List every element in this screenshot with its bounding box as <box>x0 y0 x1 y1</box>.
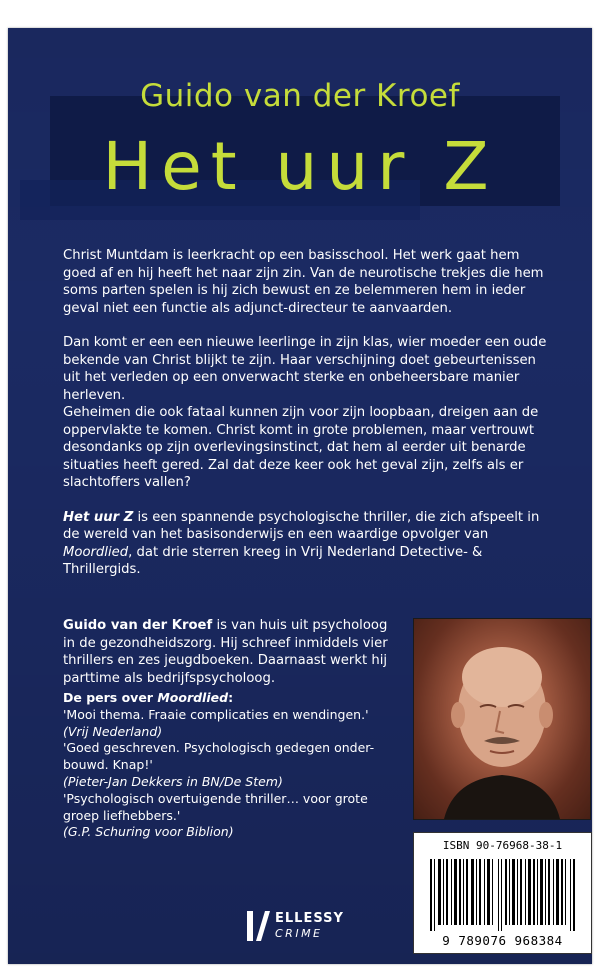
author-portrait-illustration <box>414 619 590 819</box>
press-source-1: (Vrij Nederland) <box>63 723 163 739</box>
press-quote-2a: 'Goed geschreven. Psychologisch gedegen onder- <box>63 740 375 756</box>
publisher-logo-icon <box>245 907 271 943</box>
press-source-3: (G.P. Schuring voor Biblion) <box>63 824 234 840</box>
author-name: Guido van der Kroef <box>140 78 460 114</box>
bio-author-name: Guido van der Kroef <box>63 618 213 633</box>
book-title: Het uur Z <box>102 128 498 205</box>
barcode-icon <box>428 859 578 931</box>
publisher-logo <box>245 905 355 947</box>
press-heading-colon: : <box>228 690 234 705</box>
blurb-text-b: , dat drie sterren kreeg in Vrij Nederland Detective- & Thrillergids. <box>63 544 483 577</box>
blurb-paragraph-2: Dan komt er een een nieuwe leerlinge in zijn klas, wier moeder een oude bekende van Christ blijkt te zijn. Haar verschijning doet gebeurtenissen uit het verleden op een onverwacht sterke en onbeheersbare manier herleven. <box>63 335 547 403</box>
barcode-number: 9 789076 968384 <box>442 933 563 948</box>
publisher-imprint: CRIME <box>275 927 323 940</box>
blurb-paragraph-3: Geheimen die ook fataal kunnen zijn voor zijn loopbaan, dreigen aan de oppervlakte te komen. Christ komt in grote problemen, maar vertrouwt desondanks op zijn overlevingsinstinct, dat hem al eerder uit benarde situaties heeft gered. Zal dat deze keer ook het geval zijn, zelfs als er slachtoffers vallen? <box>63 405 539 490</box>
author-bio <box>63 617 403 687</box>
press-heading-text: De pers over <box>63 690 158 705</box>
publisher-name: ELLESSY <box>275 911 344 926</box>
author-photo <box>413 618 591 820</box>
press-quote-3a: 'Psychologisch overtuigende thriller… voor grote <box>63 790 368 806</box>
bio-text: is van huis uit psycholoog in de gezondheidszorg. Hij schreef inmiddels vier thrillers en zes jeugdboeken. Daarnaast werkt hij parttime als bedrijfspsycholoog. <box>63 618 388 686</box>
press-heading-book: Moordlied <box>157 690 229 705</box>
blurb-title-ref: Het uur Z <box>63 509 134 525</box>
blurb-book-ref: Moordlied <box>63 544 129 560</box>
press-quotes <box>63 690 403 841</box>
press-heading <box>63 690 403 707</box>
isbn-text: ISBN 90-76968-38-1 <box>442 839 563 852</box>
blurb-paragraph-4 <box>63 509 553 579</box>
blurb-text-a: is een spannende psychologische thriller, die zich afspeelt in de wereld van het basisonderwijs en een waardige opvolger van <box>63 509 540 542</box>
press-quote-3b: groep liefhebbers.' <box>63 807 181 823</box>
press-source-2: (Pieter-Jan Dekkers in BN/De Stem) <box>63 773 283 789</box>
press-quote-2b: bouwd. Knap!' <box>63 757 153 773</box>
blurb-paragraph-1: Christ Muntdam is leerkracht op een basisschool. Het werk gaat hem goed af en hij heeft het naar zijn zin. Van de neurotische trekjes die hem soms parten spelen is hij zich bewust en ze belemmeren hem in ieder geval niet een functie als adjunct-directeur te aanvaarden. <box>63 248 544 316</box>
blurb <box>63 247 553 596</box>
press-quote-1: 'Mooi thema. Fraaie complicaties en wendingen.' <box>63 706 369 722</box>
barcode-label <box>413 832 592 954</box>
